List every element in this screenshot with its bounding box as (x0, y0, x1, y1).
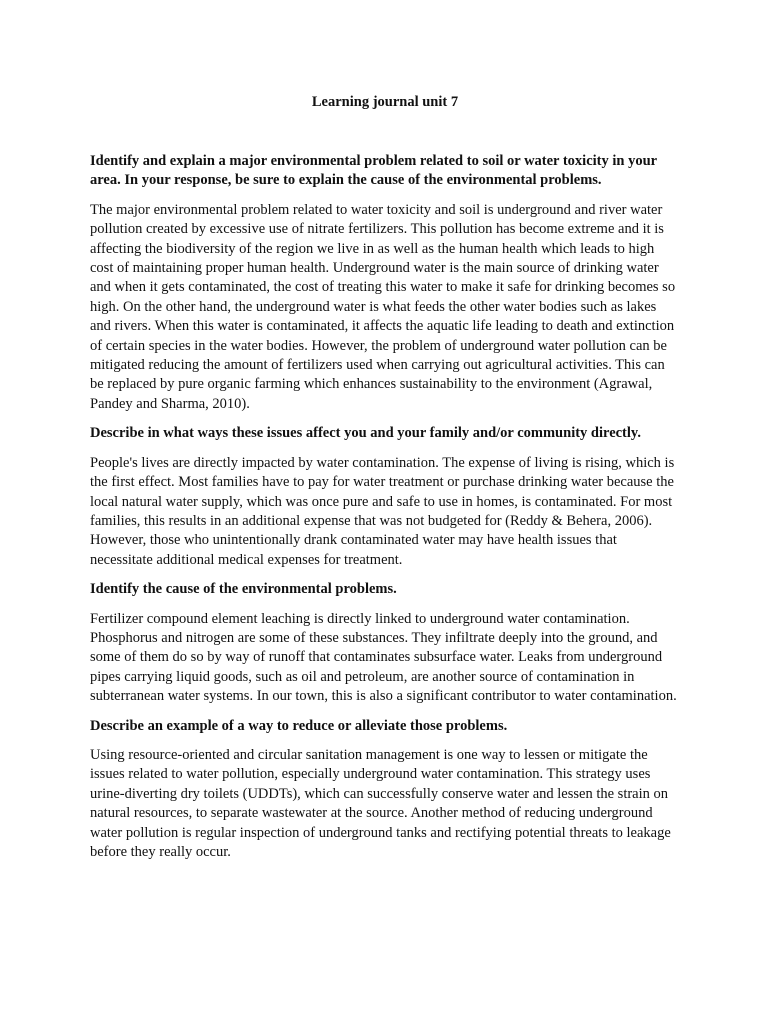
answer-3: Fertilizer compound element leaching is directly linked to underground water contamination. Phosphorus and nitrogen are some of these substances. They infiltrate deeply into the ground, and some of them do so by way of runoff that contaminates subsurface water. Leaks from underground pipes carrying liquid goods, such as oil and petroleum, are another source of contamination in subterranean water systems. In our town, this is also a significant contributor to water contamination. (90, 610, 677, 705)
answer-1: The major environmental problem related to water toxicity and soil is underground and river water pollution created by excessive use of nitrate fertilizers. This pollution has become extreme and it is affecting the biodiversity of the region we live in as well as the human health which leads to high cost of maintaining proper human health. Underground water is the main source of drinking water and when it gets contaminated, the cost of treating this water to make it safe for drinking becomes so high. On the other hand, the underground water is what feeds the other water bodies such as lakes and rivers. When this water is contaminated, it affects the aquatic life leading to death and extinction of certain species in the water bodies. However, the problem of underground water pollution can be mitigated reducing the amount of fertilizers used when carrying out agricultural activities. This can be replaced by pure organic farming which enhances sustainability to the environment (Agrawal, Pandey and Sharma, 2010). (90, 201, 676, 412)
question-1: Identify and explain a major environmental problem related to soil or water toxicity in your area. In your response, be sure to explain the cause of the environmental problems. (90, 153, 657, 189)
question-2: Describe in what ways these issues affect you and your family and/or community directly. (90, 425, 641, 442)
document-body (90, 92, 680, 872)
answer-2: People's lives are directly impacted by water contamination. The expense of living is rising, which is the first effect. Most families have to pay for water treatment or purchase drinking water because the local natural water supply, which was once pure and safe to use in homes, is contaminated. For most families, this results in an additional expense that was not budgeted for (Reddy & Behera, 2006). However, those who unintentionally drank contaminated water may have health issues that necessitate additional medical expenses for treatment. (90, 454, 675, 568)
document-title: Learning journal unit 7 (311, 94, 459, 110)
question-3: Identify the cause of the environmental problems. (90, 581, 397, 598)
answer-4: Using resource-oriented and circular sanitation management is one way to lessen or mitigate the issues related to water pollution, especially underground water contamination. This strategy uses urine-diverting dry toilets (UDDTs), which can successfully conserve water and lessen the strain on natural resources, to separate wastewater at the source. Another method of reducing underground water pollution is regular inspection of underground tanks and rectifying potential threats to leakage before they really occur. (90, 746, 671, 860)
question-4: Describe an example of a way to reduce or alleviate those problems. (90, 717, 508, 734)
